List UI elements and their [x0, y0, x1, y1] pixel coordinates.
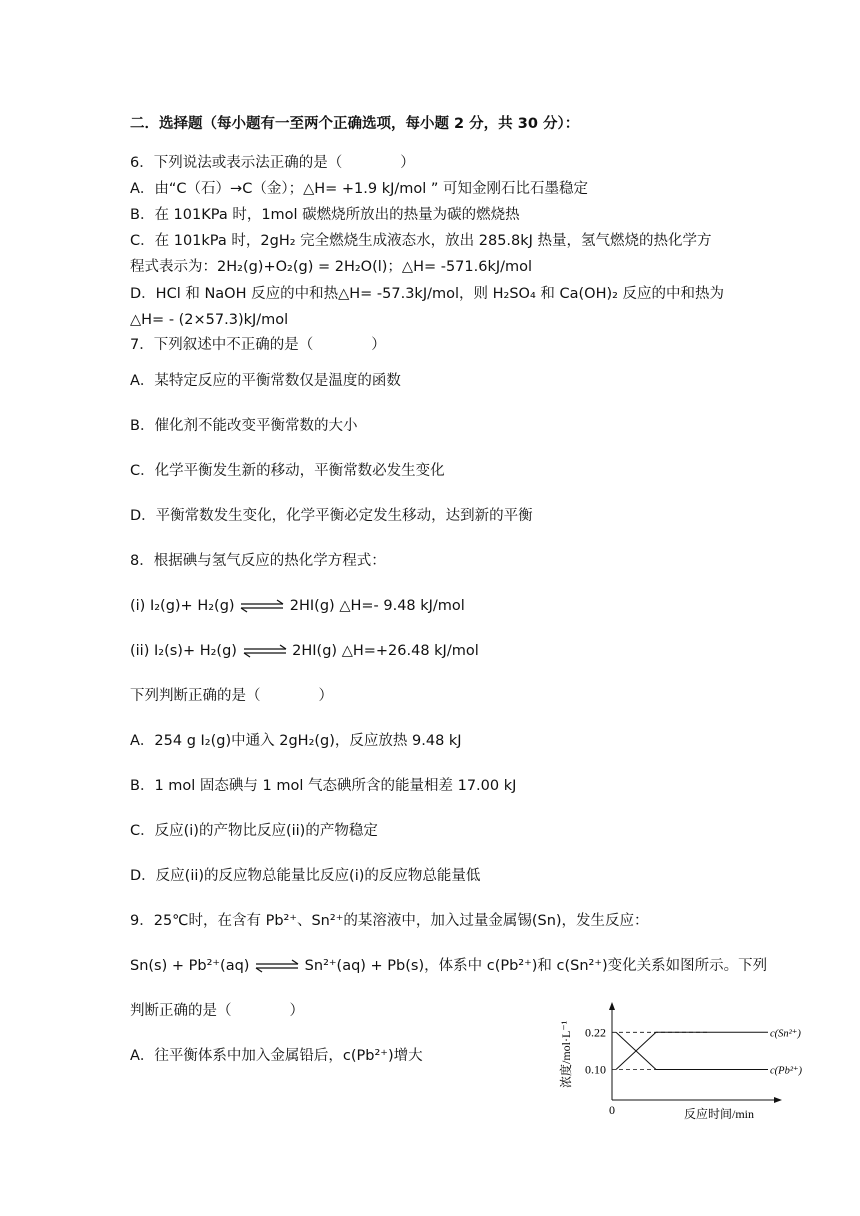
- q7-option-c: C．化学平衡发生新的移动，平衡常数必发生变化: [130, 463, 445, 479]
- origin-label: 0: [609, 1103, 615, 1117]
- q6-option-d-line1: D．HCl 和 NaOH 反应的中和热△H= -57.3kJ/mol，则 H₂SO₄ 和 Ca(OH)₂ 反应的中和热为: [130, 286, 725, 302]
- q9-eq-reactants: Sn(s) + Pb²⁺(aq): [130, 958, 250, 974]
- q9-ask: 判断正确的是（ ）: [130, 1003, 304, 1019]
- q8-option-d: D．反应(ii)的反应物总能量比反应(i)的反应物总能量低: [130, 868, 481, 884]
- q7-option-a: A．某特定反应的平衡常数仅是温度的函数: [130, 373, 401, 389]
- y-tick-label: 0.10: [585, 1062, 606, 1077]
- q9-stem: 9．25℃时，在含有 Pb²⁺、Sn²⁺的某溶液中，加入过量金属锡(Sn)，发生反应：: [130, 913, 649, 929]
- equilibrium-arrow-icon: [242, 644, 288, 658]
- q8-stem: 8．根据碘与氢气反应的热化学方程式：: [130, 553, 386, 569]
- q8-eq1-products: 2HI(g) △H=- 9.48 kJ/mol: [289, 598, 465, 614]
- q8-option-a: A．254 g I₂(g)中通入 2gH₂(g)，反应放热 9.48 kJ: [130, 733, 462, 749]
- q9-equation: [130, 956, 767, 976]
- q8-eq1-reactants: (i) I₂(g)+ H₂(g): [130, 598, 235, 614]
- series-line-sn2: [616, 1032, 768, 1069]
- q8-option-b: B．1 mol 固态碘与 1 mol 气态碘所含的能量相差 17.00 kJ: [130, 778, 517, 794]
- q6-option-d-line2: △H= - (2×57.3)kJ/mol: [130, 312, 289, 328]
- q7-option-b: B．催化剂不能改变平衡常数的大小: [130, 418, 358, 434]
- q8-equation-2: [130, 641, 479, 661]
- y-tick-label: 0.22: [585, 1025, 606, 1040]
- x-axis-arrow: [774, 1097, 782, 1103]
- q8-equation-1: [130, 596, 465, 616]
- equilibrium-arrow-icon: [254, 959, 300, 973]
- series-line-pb2: [616, 1032, 768, 1069]
- q8-ask: 下列判断正确的是（ ）: [130, 688, 333, 704]
- q9-option-a: A．往平衡体系中加入金属铅后，c(Pb²⁺)增大: [130, 1048, 423, 1064]
- series-label-sn2: c(Sn²⁺): [770, 1028, 801, 1040]
- q9-eq-products: Sn²⁺(aq) + Pb(s)，体系中 c(Pb²⁺)和 c(Sn²⁺)变化关系如图所示。下列: [304, 958, 768, 974]
- concentration-time-chart: [556, 1000, 803, 1121]
- y-axis-arrow: [609, 1002, 615, 1010]
- q7-stem: 7．下列叙述中不正确的是（ ）: [130, 337, 386, 353]
- q6-option-c-line1: C．在 101kPa 时，2gH₂ 完全燃烧生成液态水，放出 285.8kJ 热量，氢气燃烧的热化学方: [130, 233, 712, 249]
- q7-option-d: D．平衡常数发生变化，化学平衡必定发生移动，达到新的平衡: [130, 508, 533, 524]
- x-axis-label: 反应时间/min: [684, 1107, 755, 1121]
- section-heading: 二．选择题（每小题有一至两个正确选项，每小题 2 分，共 30 分）：: [130, 116, 580, 132]
- q8-eq2-products: 2HI(g) △H=+26.48 kJ/mol: [292, 643, 479, 659]
- y-axis-label: 浓度/mol·L⁻¹: [559, 1020, 573, 1088]
- q6-stem: 6．下列说法或表示法正确的是（ ）: [130, 155, 415, 171]
- q6-option-a: A．由“C（石）→C（金）；△H= +1.9 kJ/mol ” 可知金刚石比石墨稳定: [130, 181, 589, 197]
- q8-option-c: C．反应(i)的产物比反应(ii)的产物稳定: [130, 823, 378, 839]
- equilibrium-arrow-icon: [239, 599, 285, 613]
- series-label-pb2: c(Pb²⁺): [770, 1065, 803, 1077]
- q8-eq2-reactants: (ii) I₂(s)+ H₂(g): [130, 643, 237, 659]
- q6-option-b: B．在 101KPa 时，1mol 碳燃烧所放出的热量为碳的燃烧热: [130, 207, 520, 223]
- q6-option-c-line2: 程式表示为：2H₂(g)+O₂(g) = 2H₂O(l)；△H= -571.6kJ/mol: [130, 259, 533, 275]
